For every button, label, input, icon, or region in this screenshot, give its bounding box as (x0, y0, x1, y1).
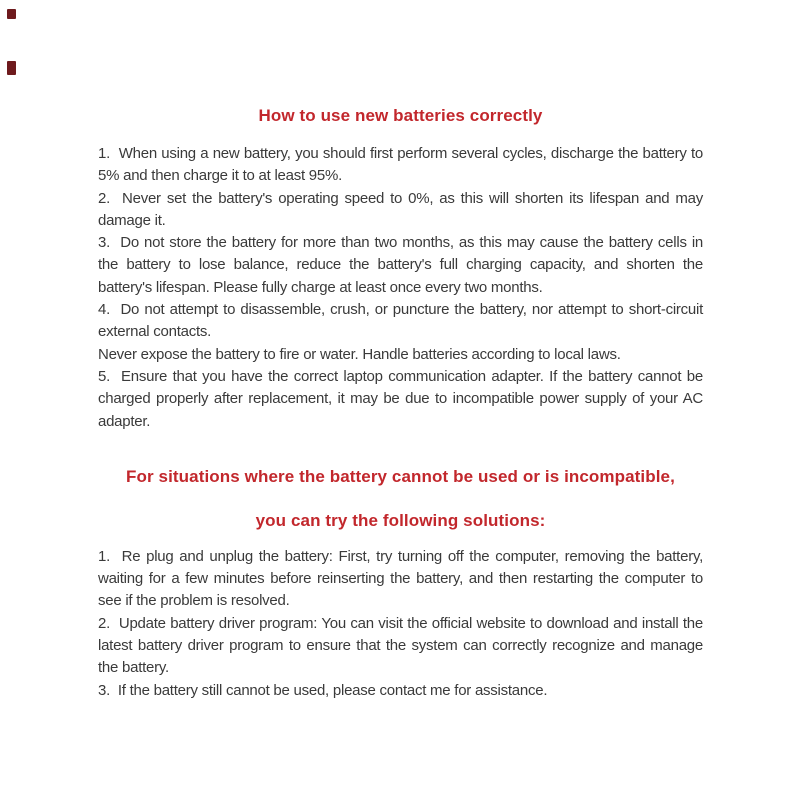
instruction-item: 1. When using a new battery, you should first perform several cycles, discharge the battery to 5% and then charge it to at least 95%. (98, 145, 703, 185)
instruction-list (98, 143, 703, 433)
corner-artifact-mark (7, 9, 16, 19)
solution-item: 1. Re plug and unplug the battery: First, try turning off the computer, removing the battery, waiting for a few minutes before reinserting the battery, and then restarting the computer to see if the problem is resolved. (98, 547, 703, 610)
solution-item: 2. Update battery driver program: You can visit the official website to download and install the latest battery driver program to ensure that the system can correctly recognize and manage the battery. (98, 614, 703, 677)
section2-heading-line2: you can try the following solutions: (255, 510, 546, 530)
solution-item: 3. If the battery still cannot be used, please contact me for assistance. (98, 681, 548, 699)
instruction-item: 2. Never set the battery's operating speed to 0%, as this will shorten its lifespan and may damage it. (98, 189, 703, 229)
corner-artifact-mark (7, 61, 16, 75)
document-content (98, 0, 703, 702)
instruction-item: 5. Ensure that you have the correct laptop communication adapter. If the battery cannot be charged properly after replacement, it may be due to incompatible power supply of your AC adapter. (98, 367, 703, 430)
instruction-item: 4. Do not attempt to disassemble, crush, or puncture the battery, nor attempt to short-circuit external contacts. (98, 301, 703, 341)
instruction-item: 3. Do not store the battery for more than two months, as this may cause the battery cells in the battery to lose balance, reduce the battery's full charging capacity, and shorten the battery's lifespan. Please fully charge at least once every two months. (98, 234, 703, 296)
section2-heading-line1: For situations where the battery cannot be used or is incompatible, (126, 466, 675, 486)
instruction-item: Never expose the battery to fire or water. Handle batteries according to local laws. (98, 345, 621, 363)
section1-title: How to use new batteries correctly (258, 106, 543, 125)
solution-list (98, 546, 703, 702)
